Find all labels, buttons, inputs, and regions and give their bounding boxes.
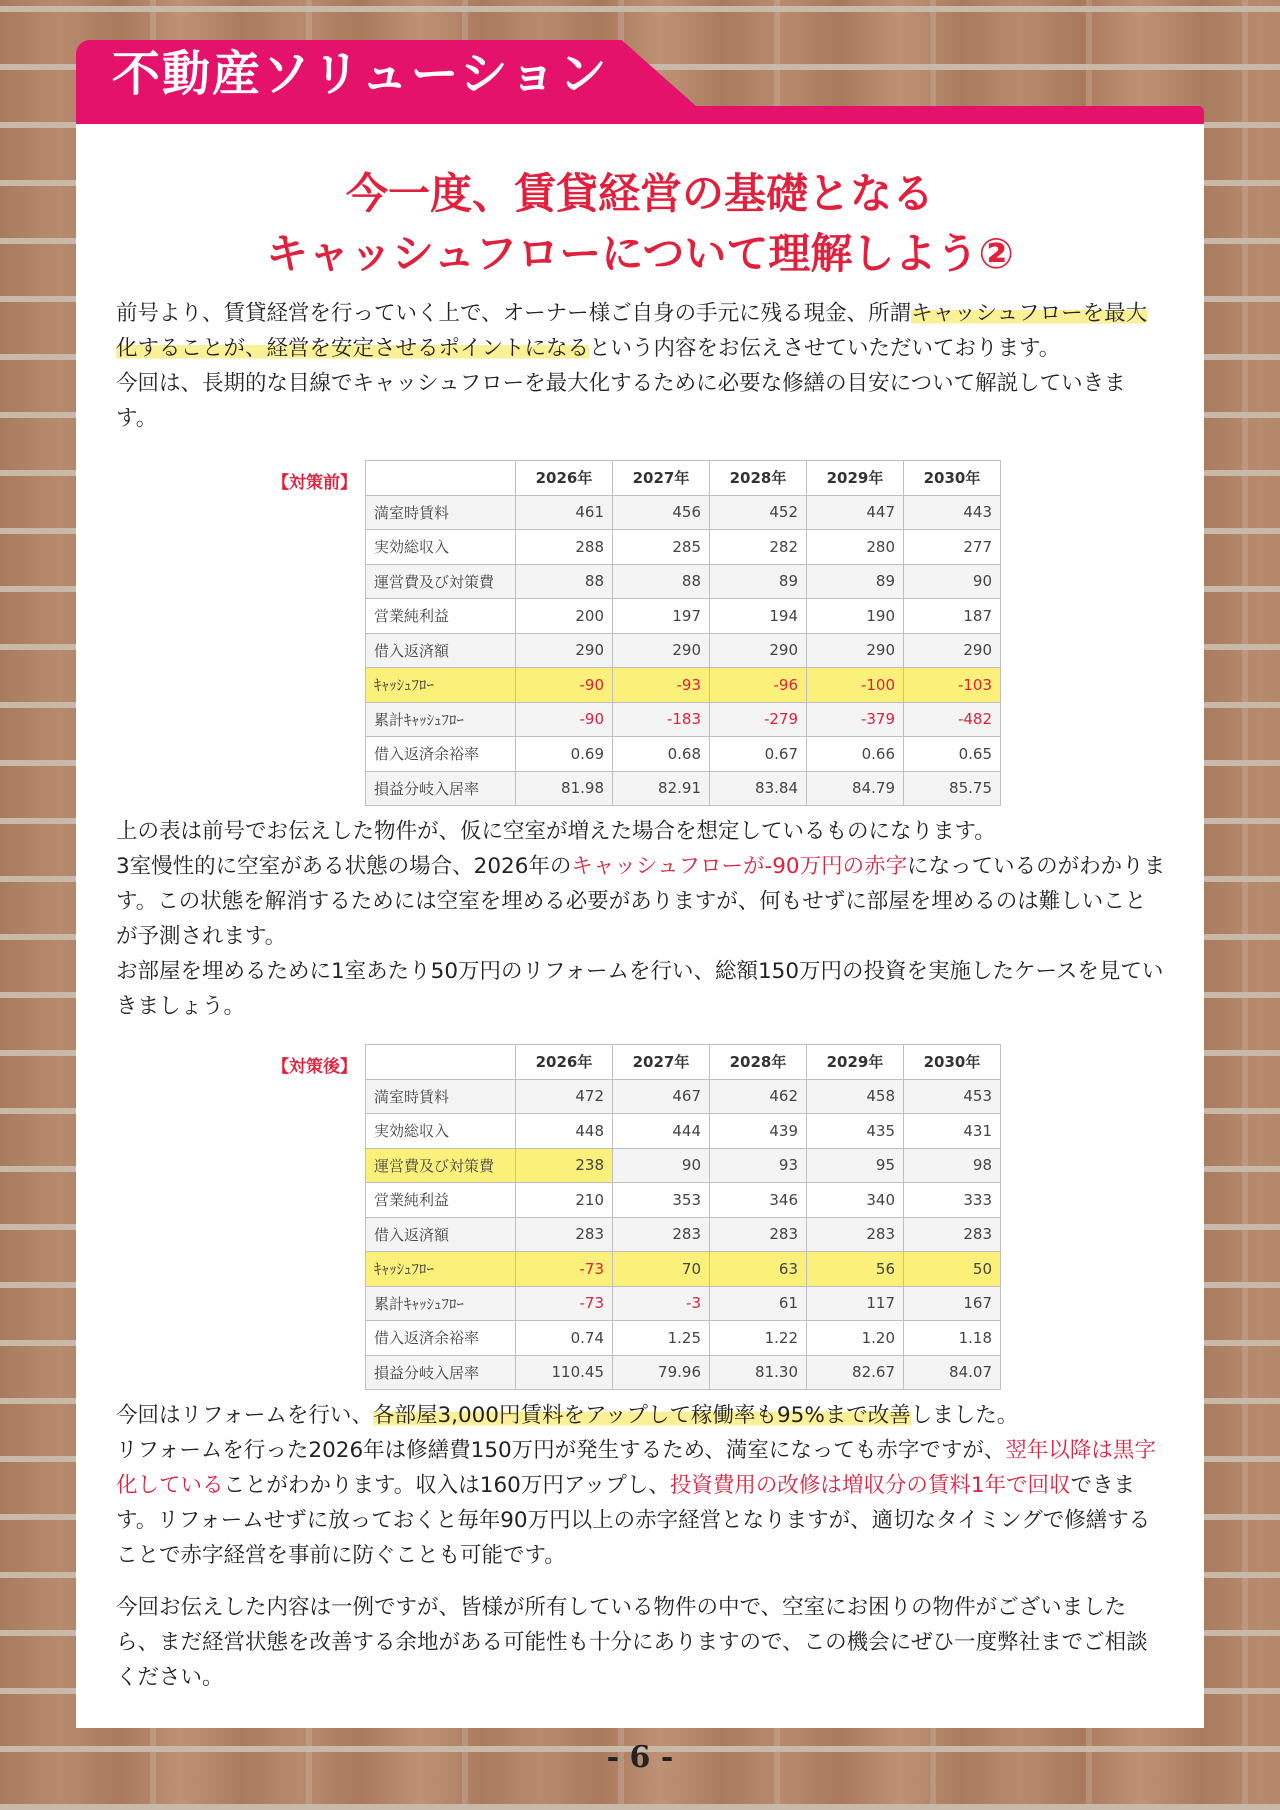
row-label: 営業純利益 <box>366 599 516 634</box>
row-label: ｷｬｯｼｭﾌﾛｰ <box>366 1252 516 1287</box>
table-cell: 283 <box>516 1217 613 1252</box>
table-cell: 431 <box>904 1114 1001 1149</box>
table-row <box>366 1114 1001 1149</box>
table-cell: 453 <box>904 1079 1001 1114</box>
year-header: 2027年 <box>613 461 710 496</box>
table-cell: 0.67 <box>710 737 807 772</box>
table-cell: 444 <box>613 1114 710 1149</box>
after-paragraph <box>116 1398 1166 1573</box>
row-label: ｷｬｯｼｭﾌﾛｰ <box>366 668 516 703</box>
table-cell: 283 <box>807 1217 904 1252</box>
table-cell: 439 <box>710 1114 807 1149</box>
table-row <box>366 668 1001 703</box>
table-row <box>366 737 1001 772</box>
after-text-1a: 今回はリフォームを行い、 <box>116 1403 373 1428</box>
table-corner <box>366 461 516 496</box>
year-header: 2028年 <box>710 461 807 496</box>
table-cell: 353 <box>613 1183 710 1218</box>
table-cell: 95 <box>807 1148 904 1183</box>
table-row <box>366 1148 1001 1183</box>
year-header: 2027年 <box>613 1045 710 1080</box>
table-row <box>366 530 1001 565</box>
table-cell: 190 <box>807 599 904 634</box>
table-cell: -3 <box>613 1286 710 1321</box>
after-text-1b: しました。 <box>910 1403 1019 1428</box>
middle-text-2b: になっているのがわかります。この状態を解消するためには空室を埋める必要がありますが、何もせずに部屋を埋めるのは難しいことが予測されます。 <box>116 854 1166 949</box>
table-cell: 290 <box>613 633 710 668</box>
table-corner <box>366 1045 516 1080</box>
intro-highlight: キャッシュフローを最大化することが、経営を安定させるポイントになる <box>116 301 1148 361</box>
table-cell: 88 <box>516 564 613 599</box>
table-cell: 435 <box>807 1114 904 1149</box>
table-cell: 83.84 <box>710 771 807 806</box>
table-cell: 0.68 <box>613 737 710 772</box>
table-cell: 61 <box>710 1286 807 1321</box>
table-cell: 290 <box>807 633 904 668</box>
table-row <box>366 771 1001 806</box>
table-row <box>366 1321 1001 1356</box>
year-header: 2030年 <box>904 461 1001 496</box>
year-header: 2029年 <box>807 1045 904 1080</box>
after-text-2a: リフォームを行った2026年は修繕費150万円が発生するため、満室になっても赤字ですが、 <box>116 1438 1006 1463</box>
table-row <box>366 1286 1001 1321</box>
row-label: 損益分岐入居率 <box>366 771 516 806</box>
table-cell: 56 <box>807 1252 904 1287</box>
table-cell: 82.91 <box>613 771 710 806</box>
table-cell: -96 <box>710 668 807 703</box>
intro-text: 前号より、賃貸経営を行っていく上で、オーナー様ご自身の手元に残る現金、所謂 <box>116 301 912 326</box>
after-text-2b: ことがわかります。収入は160万円アップし、 <box>223 1473 670 1498</box>
table-cell: 340 <box>807 1183 904 1218</box>
table-cell: 0.69 <box>516 737 613 772</box>
table-cell: -73 <box>516 1286 613 1321</box>
row-label: 借入返済額 <box>366 633 516 668</box>
after-red-text-2: 投資費用の改修は増収分の賃料1年で回収 <box>669 1473 1071 1498</box>
table-cell: -183 <box>613 702 710 737</box>
table-cell: 82.67 <box>807 1355 904 1390</box>
closing-paragraph: 今回お伝えした内容は一例ですが、皆様が所有している物件の中で、空室にお困りの物件がございましたら、まだ経営状態を改善する余地がある可能性も十分にありますので、この機会にぜひ一度弊社までご相談ください。 <box>116 1595 1148 1690</box>
table-cell: 280 <box>807 530 904 565</box>
table-cell: 285 <box>613 530 710 565</box>
row-label: 実効総収入 <box>366 530 516 565</box>
table-cell: 117 <box>807 1286 904 1321</box>
row-label: 運営費及び対策費 <box>366 564 516 599</box>
table-cell: 282 <box>710 530 807 565</box>
row-label: 実効総収入 <box>366 1114 516 1149</box>
article-title-line1: 今一度、賃貸経営の基礎となる <box>345 169 934 218</box>
table-cell: 79.96 <box>613 1355 710 1390</box>
table-cell: -482 <box>904 702 1001 737</box>
table-row <box>366 564 1001 599</box>
middle-red-text: キャッシュフローが-90万円の赤字 <box>571 854 908 879</box>
table-cell: 288 <box>516 530 613 565</box>
table-cell: 448 <box>516 1114 613 1149</box>
row-label: 借入返済額 <box>366 1217 516 1252</box>
table-after-label: 【対策後】 <box>272 1057 357 1077</box>
table-cell: -73 <box>516 1252 613 1287</box>
row-label: 満室時賃料 <box>366 1079 516 1114</box>
table-cell: 85.75 <box>904 771 1001 806</box>
table-cell: 89 <box>807 564 904 599</box>
table-cell: 456 <box>613 495 710 530</box>
table-cell: 283 <box>904 1217 1001 1252</box>
table-cell: 0.66 <box>807 737 904 772</box>
table-cell: 472 <box>516 1079 613 1114</box>
section-title: 不動産ソリューション <box>112 46 609 102</box>
table-cell: 93 <box>710 1148 807 1183</box>
table-cell: 1.18 <box>904 1321 1001 1356</box>
table-cell: 197 <box>613 599 710 634</box>
table-before-label: 【対策前】 <box>272 473 357 493</box>
table-row <box>366 1079 1001 1114</box>
row-label: 借入返済余裕率 <box>366 737 516 772</box>
middle-text-3: お部屋を埋めるために1室あたり50万円のリフォームを行い、総額150万円の投資を実施したケースを見ていきましょう。 <box>116 959 1164 1019</box>
table-cell: 63 <box>710 1252 807 1287</box>
row-label: 運営費及び対策費 <box>366 1148 516 1183</box>
article-title-line2: キャッシュフローについて理解しよう② <box>266 229 1014 278</box>
table-cell: 89 <box>710 564 807 599</box>
table-cell: 194 <box>710 599 807 634</box>
table-cell: -90 <box>516 668 613 703</box>
table-cell: 70 <box>613 1252 710 1287</box>
table-row <box>366 702 1001 737</box>
table-cell: 1.25 <box>613 1321 710 1356</box>
table-cell: -103 <box>904 668 1001 703</box>
table-cell: 90 <box>613 1148 710 1183</box>
table-cell: 98 <box>904 1148 1001 1183</box>
row-label: 累計ｷｬｯｼｭﾌﾛｰ <box>366 702 516 737</box>
table-after <box>365 1044 1001 1390</box>
table-cell: 81.30 <box>710 1355 807 1390</box>
table-cell: 290 <box>904 633 1001 668</box>
table-cell: 90 <box>904 564 1001 599</box>
table-cell: 210 <box>516 1183 613 1218</box>
table-cell: 110.45 <box>516 1355 613 1390</box>
table-before <box>365 460 1001 806</box>
table-cell: 283 <box>710 1217 807 1252</box>
table-cell: 447 <box>807 495 904 530</box>
table-cell: -379 <box>807 702 904 737</box>
table-cell: 50 <box>904 1252 1001 1287</box>
table-row <box>366 1355 1001 1390</box>
table-cell: 81.98 <box>516 771 613 806</box>
table-cell: 290 <box>710 633 807 668</box>
table-cell: 1.20 <box>807 1321 904 1356</box>
table-cell: 462 <box>710 1079 807 1114</box>
row-label: 損益分岐入居率 <box>366 1355 516 1390</box>
table-cell: -279 <box>710 702 807 737</box>
table-row <box>366 1217 1001 1252</box>
table-cell: 443 <box>904 495 1001 530</box>
after-highlight: 各部屋3,000円賃料をアップして稼働率も95%まで改善 <box>372 1403 911 1428</box>
after-text-2c: できます。リフォームせずに放っておくと毎年90万円以上の赤字経営となりますが、適切なタイミングで修繕することで赤字経営を事前に防ぐことも可能です。 <box>116 1473 1151 1568</box>
row-label: 借入返済余裕率 <box>366 1321 516 1356</box>
table-cell: 452 <box>710 495 807 530</box>
table-cell: 187 <box>904 599 1001 634</box>
year-header: 2026年 <box>516 1045 613 1080</box>
middle-text-2a: 3室慢性的に空室がある状態の場合、2026年の <box>116 854 572 879</box>
row-label: 満室時賃料 <box>366 495 516 530</box>
table-cell: 461 <box>516 495 613 530</box>
year-header: 2026年 <box>516 461 613 496</box>
after-red-text-1: 翌年以降は黒字化している <box>116 1438 1156 1498</box>
intro-text-end: という内容をお伝えさせていただいております。 <box>589 336 1061 361</box>
table-cell: 84.07 <box>904 1355 1001 1390</box>
intro-paragraph <box>116 296 1166 436</box>
table-row <box>366 633 1001 668</box>
row-label: 営業純利益 <box>366 1183 516 1218</box>
table-cell: 200 <box>516 599 613 634</box>
table-cell: 88 <box>613 564 710 599</box>
header-bar <box>76 106 1204 124</box>
table-cell: 0.65 <box>904 737 1001 772</box>
article-title <box>76 164 1204 284</box>
table-cell: 0.74 <box>516 1321 613 1356</box>
middle-paragraph <box>116 814 1166 1024</box>
table-row <box>366 599 1001 634</box>
table-cell: 333 <box>904 1183 1001 1218</box>
year-header: 2030年 <box>904 1045 1001 1080</box>
year-header: 2029年 <box>807 461 904 496</box>
table-cell: 467 <box>613 1079 710 1114</box>
content-panel <box>76 124 1204 1728</box>
table-cell: -93 <box>613 668 710 703</box>
table-row <box>366 1183 1001 1218</box>
table-cell: 1.22 <box>710 1321 807 1356</box>
row-label: 累計ｷｬｯｼｭﾌﾛｰ <box>366 1286 516 1321</box>
middle-text-1: 上の表は前号でお伝えした物件が、仮に空室が増えた場合を想定しているものになります。 <box>116 819 996 844</box>
table-cell: 458 <box>807 1079 904 1114</box>
table-cell: 84.79 <box>807 771 904 806</box>
table-cell: -100 <box>807 668 904 703</box>
table-row <box>366 495 1001 530</box>
table-cell: 283 <box>613 1217 710 1252</box>
table-cell: -90 <box>516 702 613 737</box>
page-number: - 6 - <box>606 1740 674 1775</box>
table-cell: 290 <box>516 633 613 668</box>
year-header: 2028年 <box>710 1045 807 1080</box>
table-cell: 277 <box>904 530 1001 565</box>
table-row <box>366 1252 1001 1287</box>
table-cell: 238 <box>516 1148 613 1183</box>
intro-text-2: 今回は、長期的な目線でキャッシュフローを最大化するために必要な修繕の目安について解説していきます。 <box>116 371 1126 431</box>
table-cell: 346 <box>710 1183 807 1218</box>
table-cell: 167 <box>904 1286 1001 1321</box>
